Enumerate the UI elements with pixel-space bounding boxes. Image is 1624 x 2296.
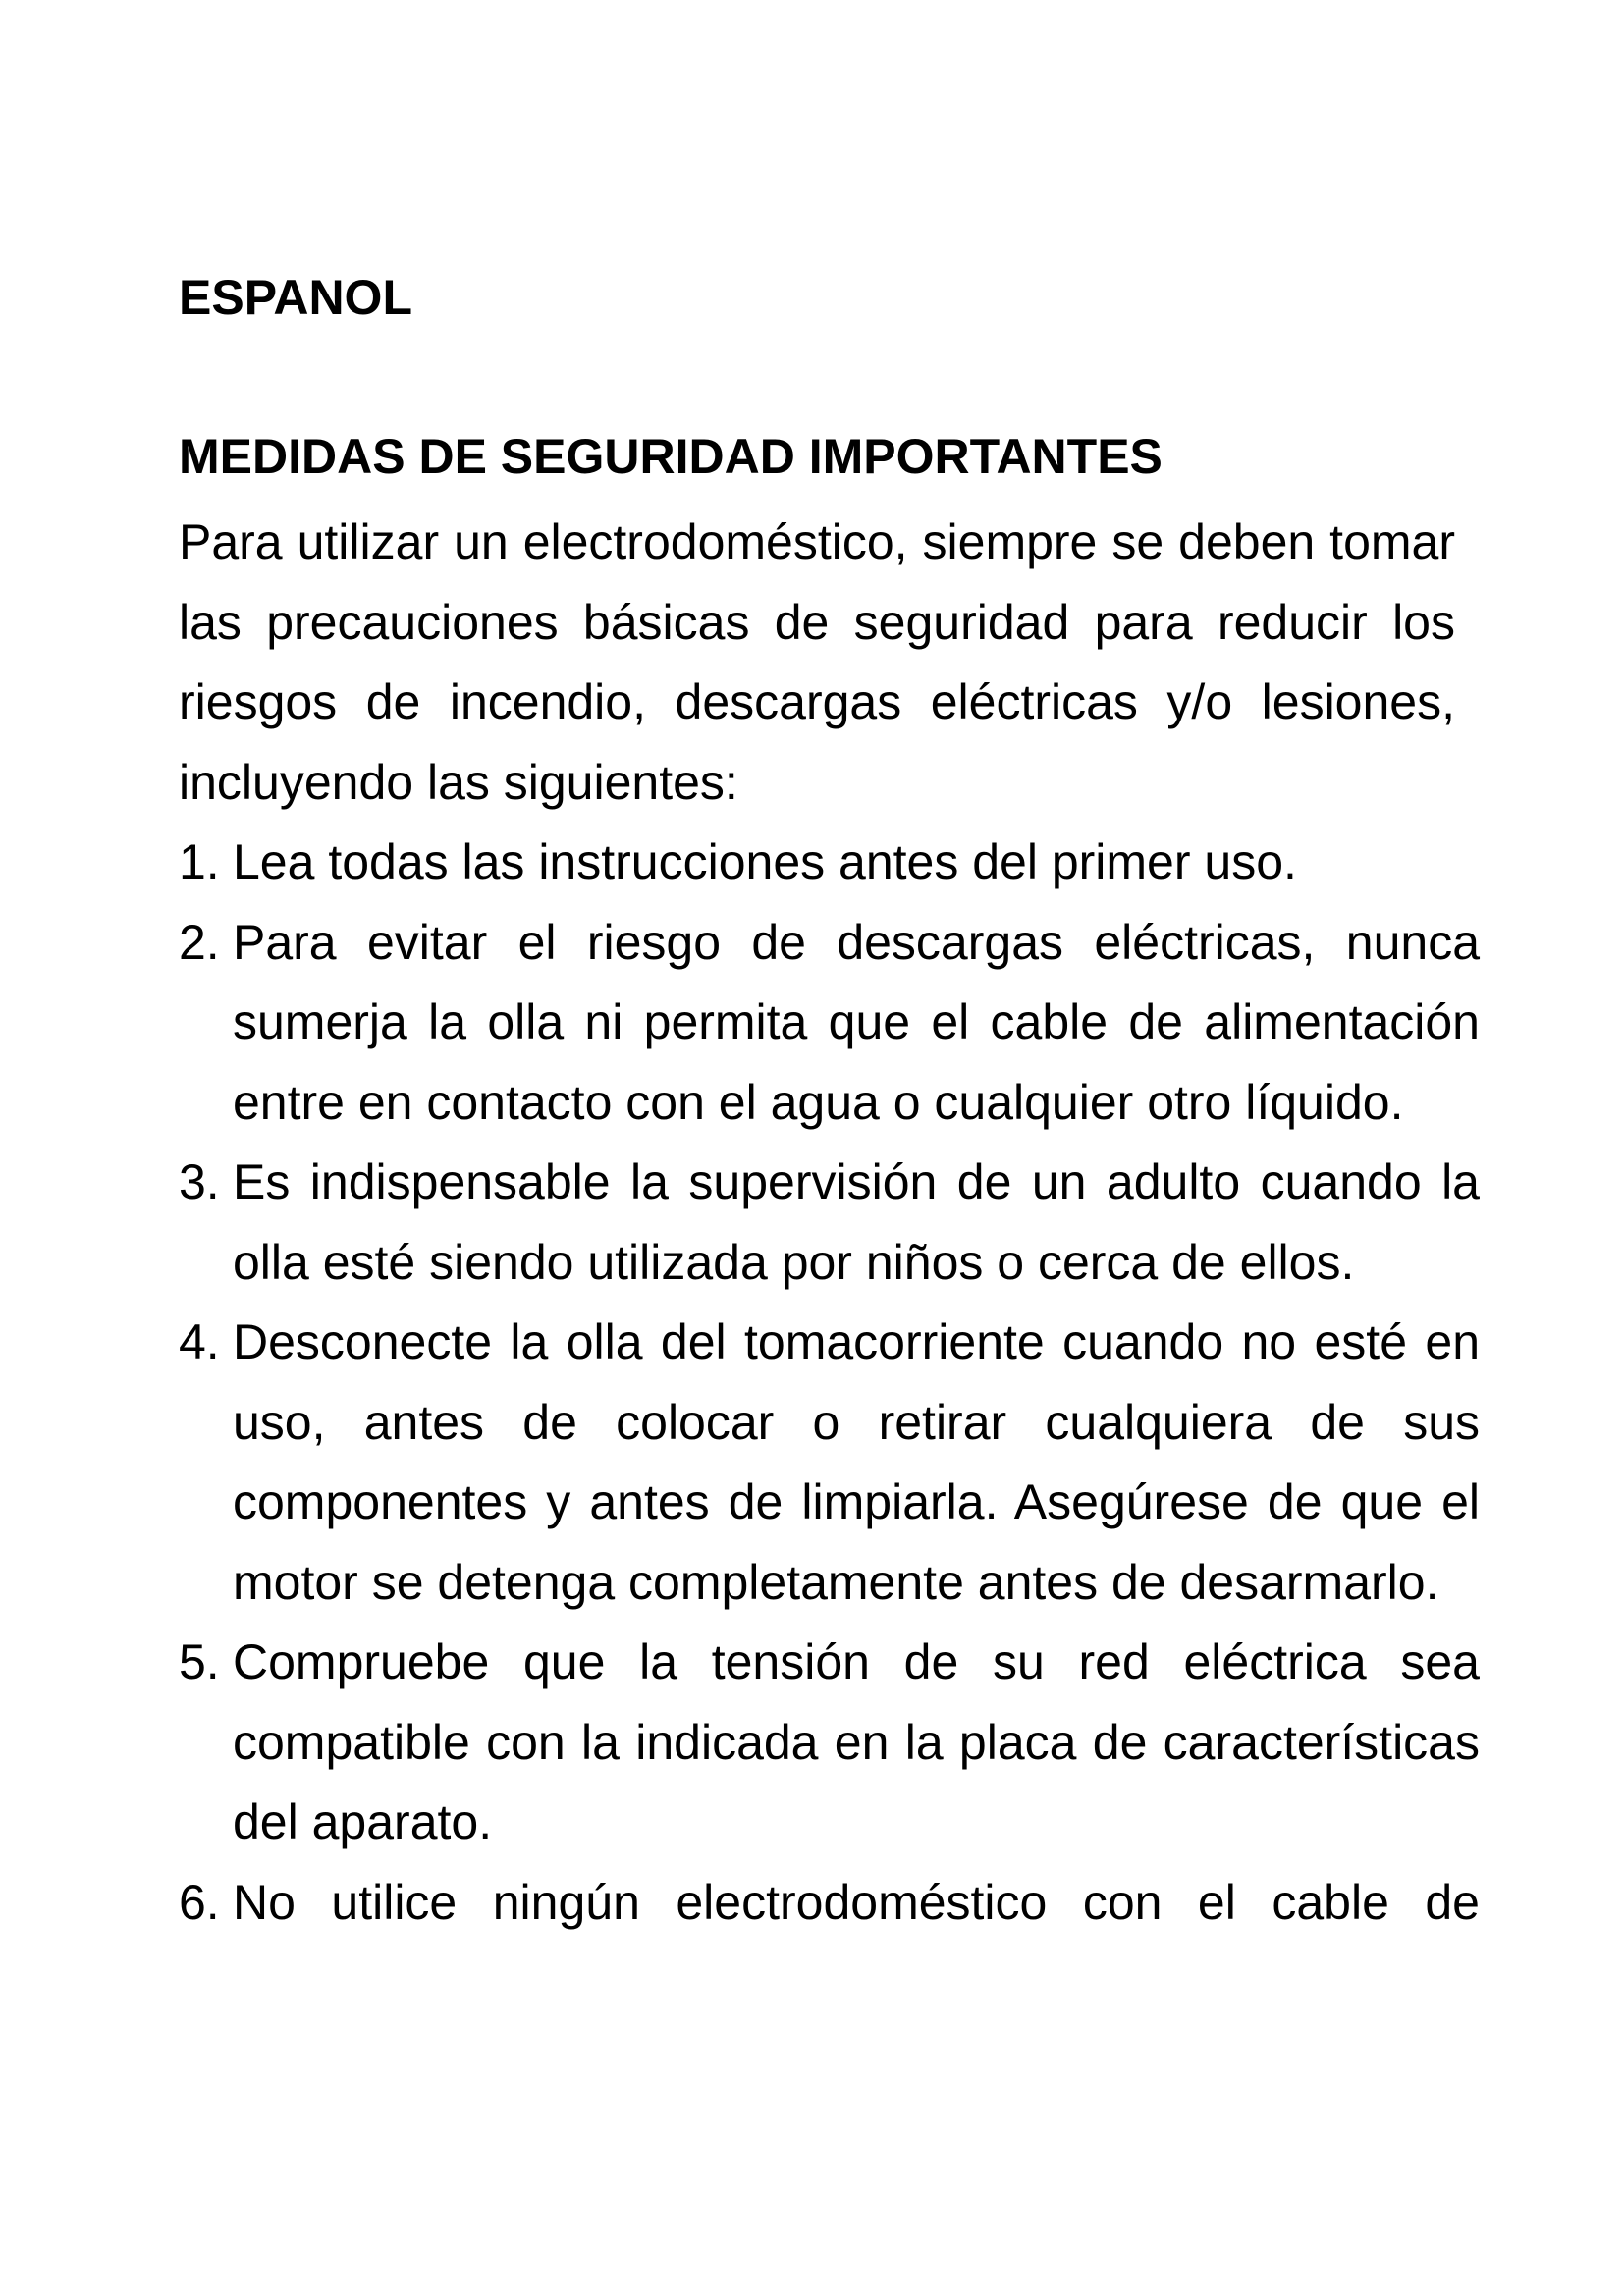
list-item-number: 1. bbox=[179, 834, 220, 889]
list-item-text: Para evitar el riesgo de descargas eléctricas, nunca sumerja la olla ni permita que el cable de alimentación entre en contacto con el agua o cualquier otro líquido. bbox=[233, 914, 1480, 1130]
list-item bbox=[179, 1623, 1485, 1863]
list-item-number: 5. bbox=[179, 1634, 220, 1689]
list-item-text: No utilice ningún electrodoméstico con el cable de bbox=[233, 1874, 1480, 1930]
list-item-number: 4. bbox=[179, 1314, 220, 1369]
list-item bbox=[179, 903, 1485, 1144]
safety-list bbox=[179, 823, 1485, 1943]
list-item-text: Es indispensable la supervisión de un adulto cuando la olla esté siendo utilizada por niños o cerca de ellos. bbox=[233, 1154, 1480, 1290]
list-item bbox=[179, 1143, 1485, 1303]
list-item-number: 2. bbox=[179, 914, 220, 970]
language-heading: ESPANOL bbox=[179, 270, 412, 325]
list-item-text: Lea todas las instrucciones antes del primer uso. bbox=[233, 834, 1297, 889]
intro-paragraph: Para utilizar un electrodoméstico, siempre se deben tomar las precauciones básicas de seguridad para reducir los riesgos de incendio, descargas eléctricas y/o lesiones, incluyendo las siguientes: bbox=[179, 514, 1455, 810]
list-item bbox=[179, 1303, 1485, 1623]
list-item-number: 6. bbox=[179, 1874, 220, 1930]
section-heading: MEDIDAS DE SEGURIDAD IMPORTANTES bbox=[179, 429, 1163, 484]
list-item bbox=[179, 1863, 1485, 1944]
list-item-text: Compruebe que la tensión de su red eléctrica sea compatible con la indicada en la placa de características del aparato. bbox=[233, 1634, 1480, 1849]
document-body bbox=[179, 503, 1485, 1943]
list-item-text: Desconecte la olla del tomacorriente cuando no esté en uso, antes de colocar o retirar cualquiera de sus componentes y antes de limpiarla. Asegúrese de que el motor se detenga completamente antes de desarmarlo. bbox=[233, 1314, 1480, 1610]
list-item bbox=[179, 823, 1485, 903]
list-item-number: 3. bbox=[179, 1154, 220, 1209]
